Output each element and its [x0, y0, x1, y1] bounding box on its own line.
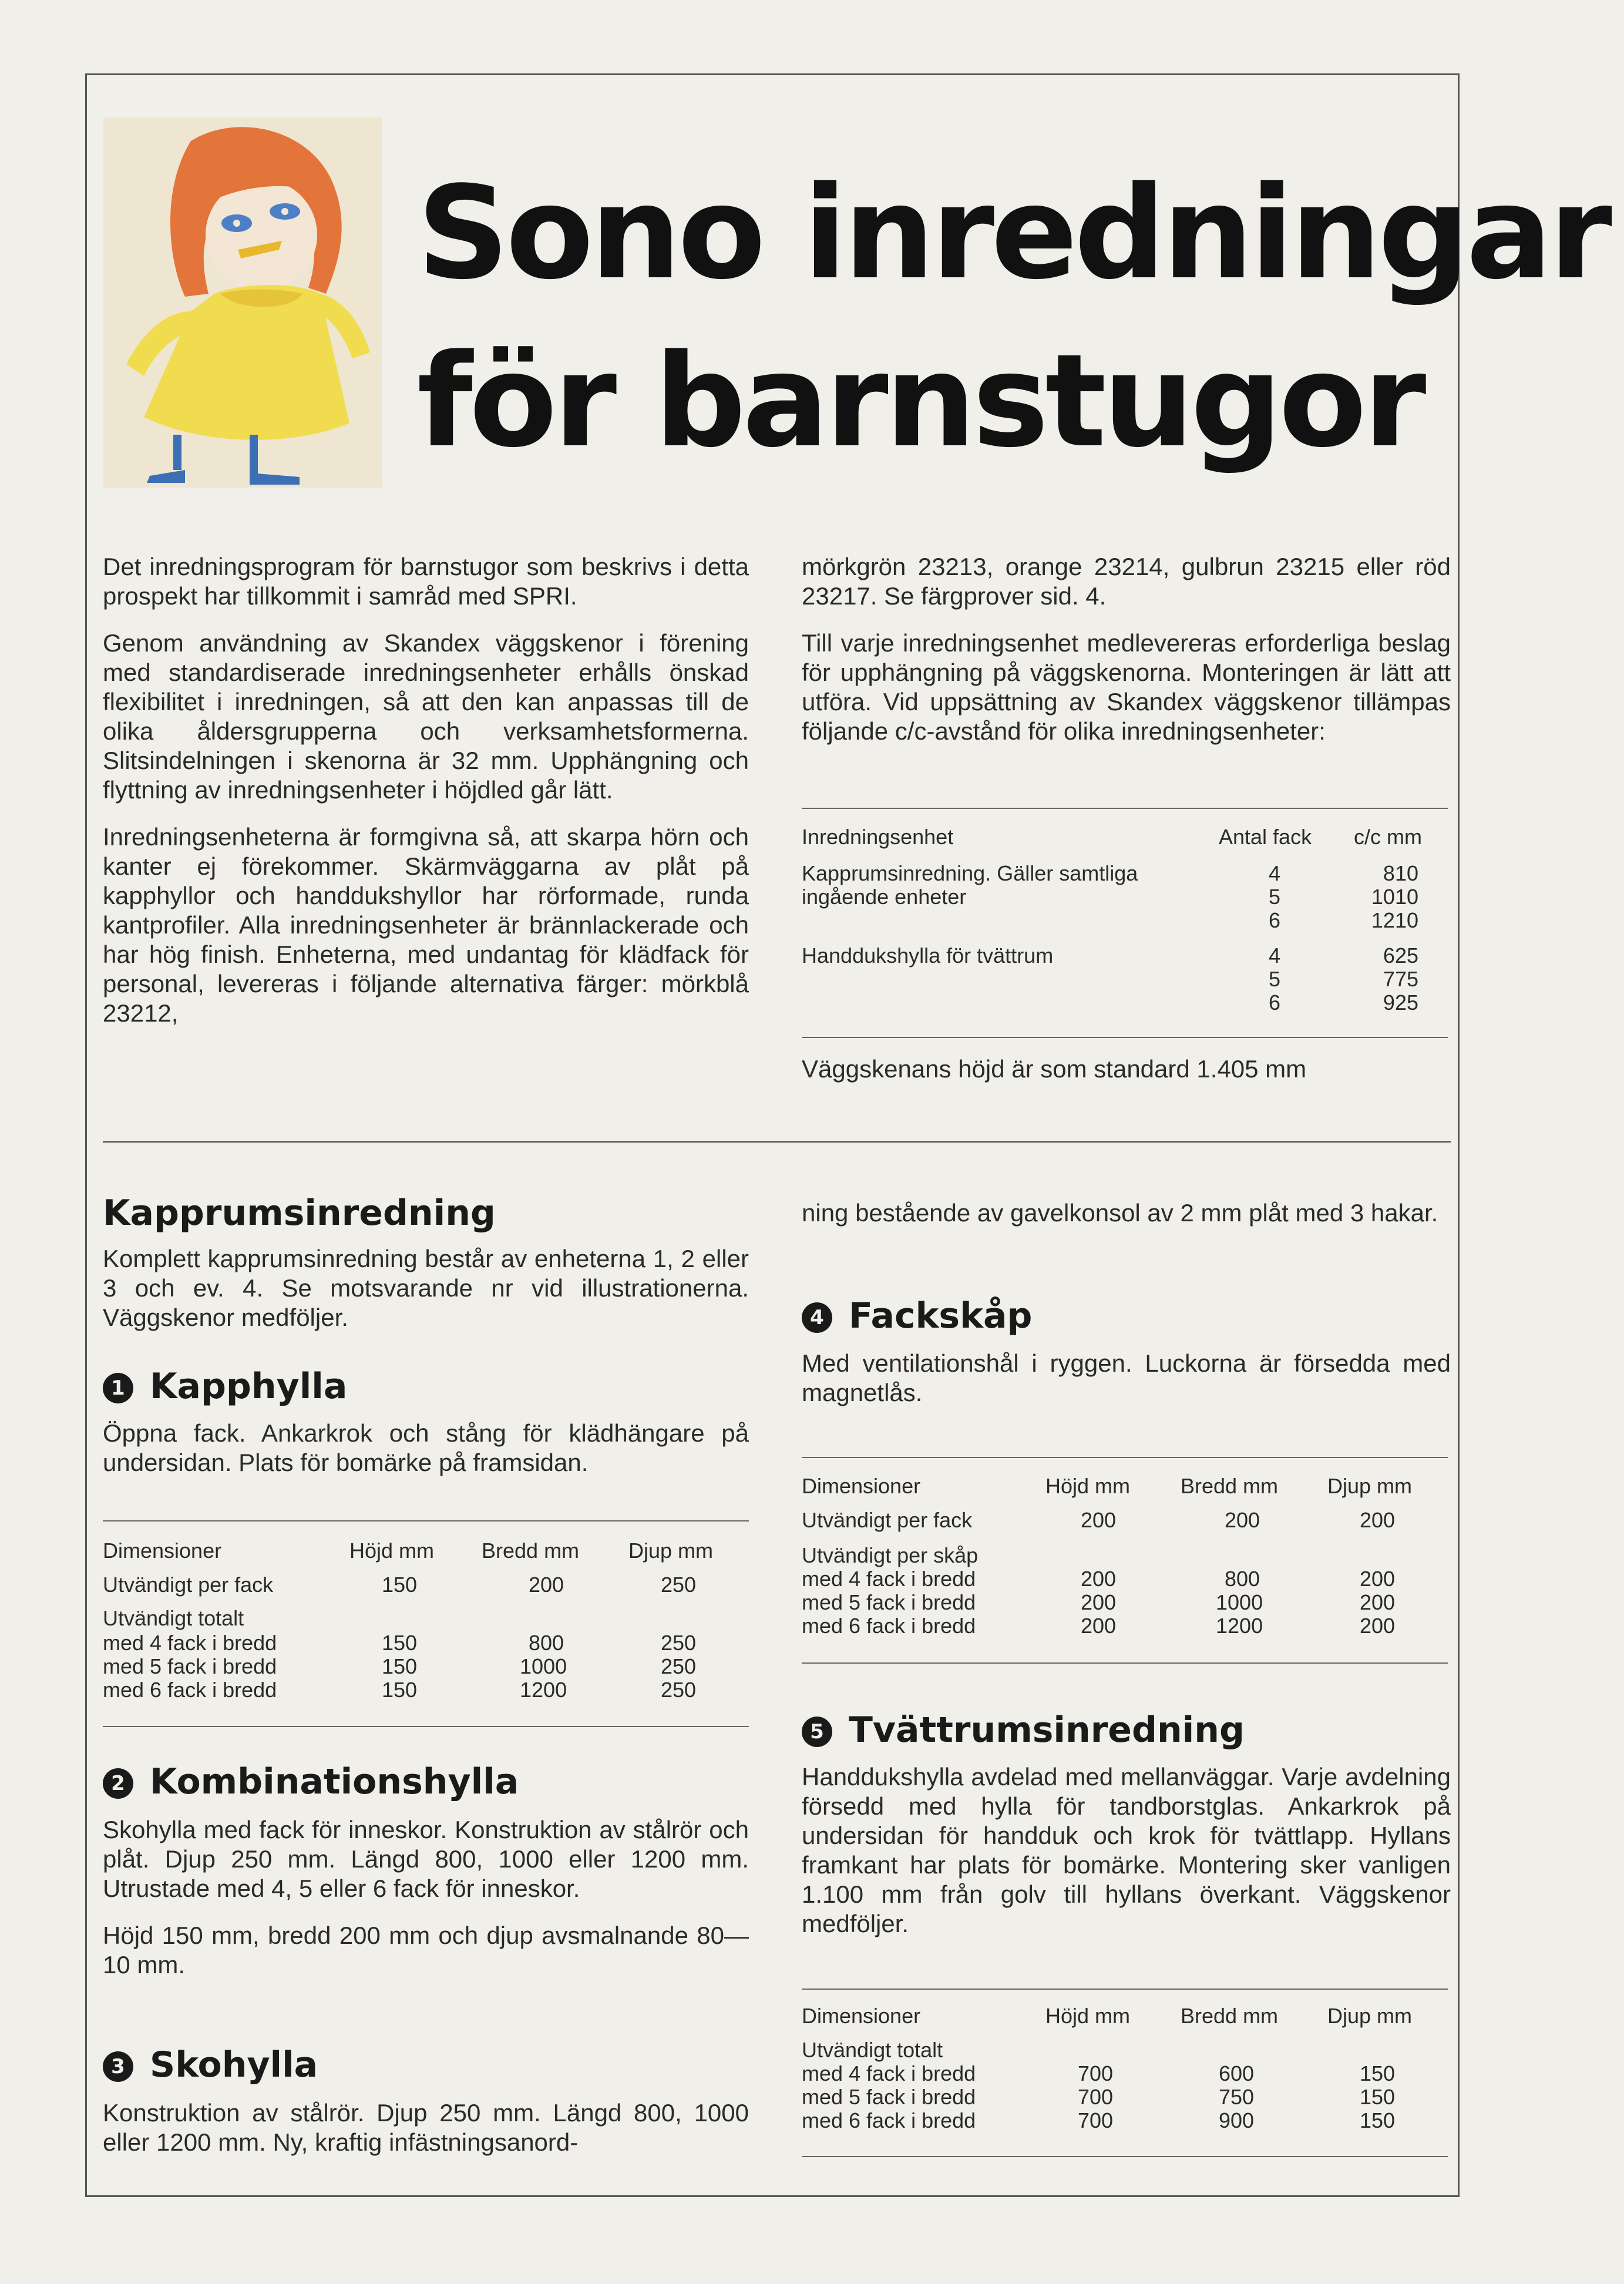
dim-row-label: med 5 fack i bredd: [802, 2085, 976, 2109]
dim-value: 250: [661, 1573, 697, 1597]
dim-group-label: Utvändigt totalt: [103, 1606, 244, 1630]
dim-row-label: Utvändigt per fack: [802, 1508, 973, 1532]
number-badge: 3: [103, 2051, 133, 2082]
table-divider: [802, 1037, 1448, 1038]
heading-text: Tvättrumsinredning: [849, 1709, 1245, 1751]
kapphylla-dimension-table: [103, 1539, 749, 1704]
cc-value: 810: [1383, 861, 1418, 885]
dim-header: Djup mm: [628, 1539, 714, 1563]
dim-value: 150: [1360, 2085, 1396, 2109]
table-divider: [802, 1662, 1448, 1664]
dim-value: 200: [1081, 1614, 1117, 1638]
dim-value: 200: [529, 1573, 564, 1597]
dim-value: 800: [529, 1631, 564, 1655]
dim-header: Djup mm: [1327, 1474, 1413, 1498]
section-heading-kapphylla: [103, 1366, 347, 1407]
dim-row-label: med 6 fack i bredd: [802, 1614, 976, 1638]
heading-text: Skohylla: [150, 2044, 318, 2085]
section-heading-kombinationshylla: [103, 1761, 519, 1802]
dim-header: Dimensioner: [802, 1474, 921, 1498]
intro-right-column: [802, 552, 1451, 764]
dim-value: 150: [1360, 2108, 1396, 2132]
dim-value: 200: [1360, 1567, 1396, 1591]
dim-row-label: med 5 fack i bredd: [103, 1654, 277, 1678]
tvattrum-paragraph: Handdukshylla avdelad med mellanväggar. Varje avdelning försedd med hylla för tandborstglas. Ankarkrok på undersidan för handduk och krok för tvättlapp. Hyllans framkant har plats för bomärke. Montering sker vanligen 1.100 mm från golv till hyllans överkant. Väggskenor medföljer.: [802, 1763, 1451, 1937]
cc-group-label: ingående enheter: [802, 885, 967, 909]
kapprum-text: [103, 1244, 749, 1350]
dim-row-label: med 5 fack i bredd: [802, 1590, 976, 1614]
title-line-2: för barnstugor: [417, 327, 1423, 476]
cc-group-label: Kapprumsinredning. Gäller samtliga: [802, 861, 1138, 885]
kapphylla-text: [103, 1419, 749, 1495]
dim-header: Bredd mm: [1181, 2004, 1279, 2028]
table-divider: [103, 1726, 749, 1727]
tvattrum-text: [802, 1762, 1451, 1956]
kombination-text: [103, 1815, 749, 1997]
dim-group-label: Utvändigt totalt: [802, 2038, 943, 2062]
dim-header: Dimensioner: [103, 1539, 222, 1563]
dim-value: 1000: [520, 1654, 567, 1678]
dim-header: Höjd mm: [349, 1539, 435, 1563]
footnote-text: Väggskenans höjd är som standard 1.405 mm: [802, 1055, 1307, 1083]
table-divider: [802, 808, 1448, 809]
section-heading-fackskap: [802, 1295, 1032, 1336]
cc-count: 6: [1269, 908, 1281, 932]
dim-value: 900: [1219, 2108, 1255, 2132]
dim-value: 200: [1360, 1590, 1396, 1614]
cc-header-count: Antal fack: [1219, 825, 1312, 849]
cc-count: 5: [1269, 885, 1281, 909]
section-heading-skohylla: [103, 2044, 318, 2085]
dim-header: Djup mm: [1327, 2004, 1413, 2028]
dim-value: 150: [382, 1654, 418, 1678]
skohylla-text: [103, 2098, 749, 2175]
tvattrum-dimension-table: [802, 2004, 1448, 2145]
heading-text: Kapphylla: [150, 1366, 348, 1407]
cc-value: 925: [1383, 990, 1418, 1015]
intro-left-column: [103, 552, 749, 1046]
dim-value: 200: [1081, 1590, 1117, 1614]
dim-value: 250: [661, 1678, 697, 1702]
dim-value: 700: [1078, 2108, 1114, 2132]
dim-row-label: med 4 fack i bredd: [103, 1631, 277, 1655]
dim-value: 150: [382, 1678, 418, 1702]
cc-value: 775: [1383, 967, 1418, 991]
cc-table: [802, 825, 1448, 1025]
kapprum-paragraph: Komplett kapprumsinredning består av enheterna 1, 2 eller 3 och ev. 4. Se motsvarande nr vid illustrationerna. Väggskenor medföljer.: [103, 1245, 749, 1331]
title-line-1: Sono inredningar: [417, 159, 1609, 308]
intro-paragraph: Det inredningsprogram för barnstugor som beskrivs i detta prospekt har tillkommit i samråd med SPRI.: [103, 553, 749, 610]
cc-header-cc: c/c mm: [1354, 825, 1422, 849]
dim-value: 150: [382, 1631, 418, 1655]
dim-value: 1200: [1216, 1614, 1263, 1638]
dim-row-label: med 6 fack i bredd: [103, 1678, 277, 1702]
dim-row-label: Utvändigt per fack: [103, 1573, 274, 1597]
fackskap-dimension-table: [802, 1474, 1448, 1645]
fackskap-text: [802, 1349, 1451, 1425]
dim-value: 1200: [520, 1678, 567, 1702]
dim-value: 700: [1078, 2085, 1114, 2109]
number-badge: 1: [103, 1373, 133, 1403]
table-divider: [802, 1989, 1448, 1990]
dim-value: 200: [1081, 1567, 1117, 1591]
cc-footnote: [802, 1054, 1451, 1084]
cc-value: 625: [1383, 943, 1418, 968]
skohylla-paragraph: Konstruktion av stålrör. Djup 250 mm. Längd 800, 1000 eller 1200 mm. Ny, kraftig infästningsanord-: [103, 2099, 749, 2156]
section-heading-tvattrum: [802, 1709, 1245, 1751]
skohylla-paragraph: ning bestående av gavelkonsol av 2 mm plåt med 3 hakar.: [802, 1199, 1438, 1227]
heading-text: Fackskåp: [849, 1295, 1033, 1336]
dim-value: 200: [1360, 1508, 1396, 1532]
dim-value: 250: [661, 1654, 697, 1678]
section-divider: [103, 1141, 1451, 1143]
page-title: [417, 150, 1609, 486]
dim-row-label: med 4 fack i bredd: [802, 1567, 976, 1591]
cc-value: 1010: [1371, 885, 1418, 909]
dim-header: Höjd mm: [1045, 1474, 1131, 1498]
dim-group-label: Utvändigt per skåp: [802, 1543, 979, 1567]
dim-header: Höjd mm: [1045, 2004, 1131, 2028]
dim-value: 150: [382, 1573, 418, 1597]
kombination-paragraph: Skohylla med fack för inneskor. Konstruktion av stålrör och plåt. Djup 250 mm. Längd 800, 1000 eller 1200 mm. Utrustade med 4, 5 eller 6 fack för inneskor.: [103, 1816, 749, 1902]
cc-count: 4: [1269, 943, 1281, 968]
intro-paragraph: Till varje inredningsenhet medlevereras erforderliga beslag för upphängning på väggskenorna. Monteringen är lätt att utföra. Vid uppsättning av Skandex väggskenor tillämpas följande c/c-avstånd för olika inredningsenheter:: [802, 629, 1451, 745]
cc-count: 5: [1269, 967, 1281, 991]
heading-text: Kombinationshylla: [150, 1761, 519, 1802]
cc-count: 4: [1269, 861, 1281, 885]
intro-paragraph: mörkgrön 23213, orange 23214, gulbrun 23215 eller röd 23217. Se färgprover sid. 4.: [802, 553, 1451, 610]
table-divider: [802, 1457, 1448, 1458]
skohylla-continuation: [802, 1198, 1451, 1245]
child-drawing-illustration: [103, 117, 382, 488]
dim-value: 250: [661, 1631, 697, 1655]
dim-header: Dimensioner: [802, 2004, 921, 2028]
table-divider: [103, 1520, 749, 1521]
cc-header-unit: Inredningsenhet: [802, 825, 954, 849]
number-badge: 4: [802, 1302, 832, 1333]
dim-value: 200: [1081, 1508, 1117, 1532]
kombination-paragraph: Höjd 150 mm, bredd 200 mm och djup avsmalnande 80—10 mm.: [103, 1922, 749, 1979]
dim-value: 700: [1078, 2061, 1114, 2085]
cc-value: 1210: [1371, 908, 1418, 932]
fackskap-paragraph: Med ventilationshål i ryggen. Luckorna är försedda med magnetlås.: [802, 1349, 1451, 1406]
table-divider: [802, 2156, 1448, 2157]
number-badge: 5: [802, 1717, 832, 1747]
section-heading-kapprum: Kapprumsinredning: [103, 1193, 496, 1234]
dim-row-label: med 6 fack i bredd: [802, 2108, 976, 2132]
cc-group-label: Handdukshylla för tvättrum: [802, 943, 1054, 968]
dim-header: Bredd mm: [482, 1539, 580, 1563]
dim-value: 200: [1360, 1614, 1396, 1638]
dim-header: Bredd mm: [1181, 1474, 1279, 1498]
dim-row-label: med 4 fack i bredd: [802, 2061, 976, 2085]
number-badge: 2: [103, 1768, 133, 1799]
dim-value: 750: [1219, 2085, 1255, 2109]
intro-paragraph: Genom användning av Skandex väggskenor i förening med standardiserade inredningsenheter erhålls önskad flexibilitet i inredningen, så att den kan anpassas till de olika åldersgrupperna och verksamhetsformerna. Slitsindelningen i skenorna är 32 mm. Upphängning och flyttning av inredningsenheter i höjdled går lätt.: [103, 629, 749, 804]
dim-value: 600: [1219, 2061, 1255, 2085]
dim-value: 1000: [1216, 1590, 1263, 1614]
dim-value: 200: [1225, 1508, 1260, 1532]
dim-value: 800: [1225, 1567, 1260, 1591]
dim-value: 150: [1360, 2061, 1396, 2085]
cc-count: 6: [1269, 990, 1281, 1015]
intro-paragraph: Inredningsenheterna är formgivna så, att skarpa hörn och kanter ej förekommer. Skärmväggarna av plåt på kapphyllor och handdukshyllor har rörformade, runda kantprofiler. Alla inredningsenheter är brännlackerade och har hög finish. Enheterna, med undantag för klädfack för personal, levereras i följande alternativa färger: mörkblå 23212,: [103, 823, 749, 1027]
kapphylla-paragraph: Öppna fack. Ankarkrok och stång för klädhängare på undersidan. Plats för bomärke på framsidan.: [103, 1419, 749, 1476]
